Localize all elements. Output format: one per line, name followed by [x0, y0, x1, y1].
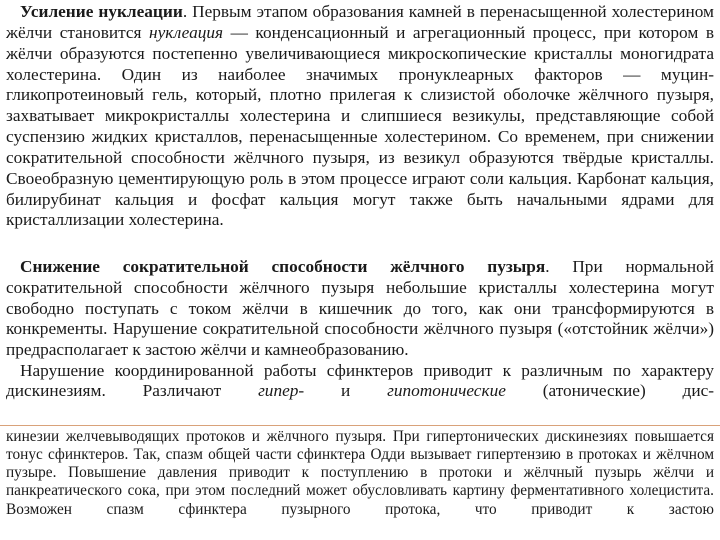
page-divider — [0, 425, 720, 426]
text-segment: Нарушение координированной работы сфинктеров приводит к различным по характеру дискинезиям. Различают — [6, 361, 714, 401]
paragraph-nucleation — [6, 2, 714, 231]
text-segment: кинезии желчевыводящих протоков и жёлчного пузыря. При гипертонических дискинезиях повышается тонус сфинктеров. Так, спазм общей части сфинктера Одди вызывает гипертензию в протоках и жёлчном пузыре. Повышение давления приводит к поступлению в протоки и жёлчный пузырь жёлчи и панкреатического сока, при этом последний может обусловливать картину ферментативного холецистита. Возможен спазм сфинктера пузырного протока, что приводит к застою — [6, 428, 714, 518]
heading-contractility: Снижение сократительной способности жёлчного пузыря — [20, 257, 546, 276]
heading-nucleation: Усиление нуклеации — [20, 2, 183, 21]
term-hyper: гипер- — [258, 381, 305, 401]
text-segment: (атонические) дис- — [505, 381, 715, 401]
text-segment: и — [304, 381, 388, 401]
paragraph-sphincters — [6, 361, 714, 402]
term-hypotonic: гипотонические — [387, 381, 506, 401]
text-segment: . При нормальной сократительной способности жёлчного пузыря небольшие кристаллы холестерина могут свободно поступать с током жёлчи в кишечник до того, как они трансформируются в конкременты. Нарушение сократительной способности жёлчного пузыря («отстойник жёлчи») предрасполагает к застою жёлчи и камнеобразованию. — [6, 257, 714, 359]
paragraph-dyskinesia — [6, 428, 714, 519]
paragraph-contractility — [6, 257, 714, 361]
text-segment: — конденсационный и агрегационный процесс, при котором в жёлчи образуются постепенно увеличивающиеся микроскопические кристаллы моногидрата холестерина. Один из наиболее значимых пронуклеарных факторов — муцин-гликопротеиновый гель, который, плотно прилегая к слизистой оболочке жёлчного пузыря, захватывает микрокристаллы холестерина и слипшиеся везикулы, представляющие собой суспензию жидких кристаллов, перенасыщенные холестерином. Со временем, при снижении сократительной способности жёлчного пузыря, из везикул образуются твёрдые кристаллы. Своеобразную цементирующую роль в этом процессе играют соли кальция. Карбонат кальция, билирубинат кальция и фосфат кальция могут также быть начальными ядрами для кристаллизации холестерина. — [6, 22, 714, 230]
term-nucleation: нуклеация — [149, 22, 224, 42]
text-segment: . Первым этапом образования камней в перенасыщенной холестерином жёлчи становится — [6, 2, 714, 42]
